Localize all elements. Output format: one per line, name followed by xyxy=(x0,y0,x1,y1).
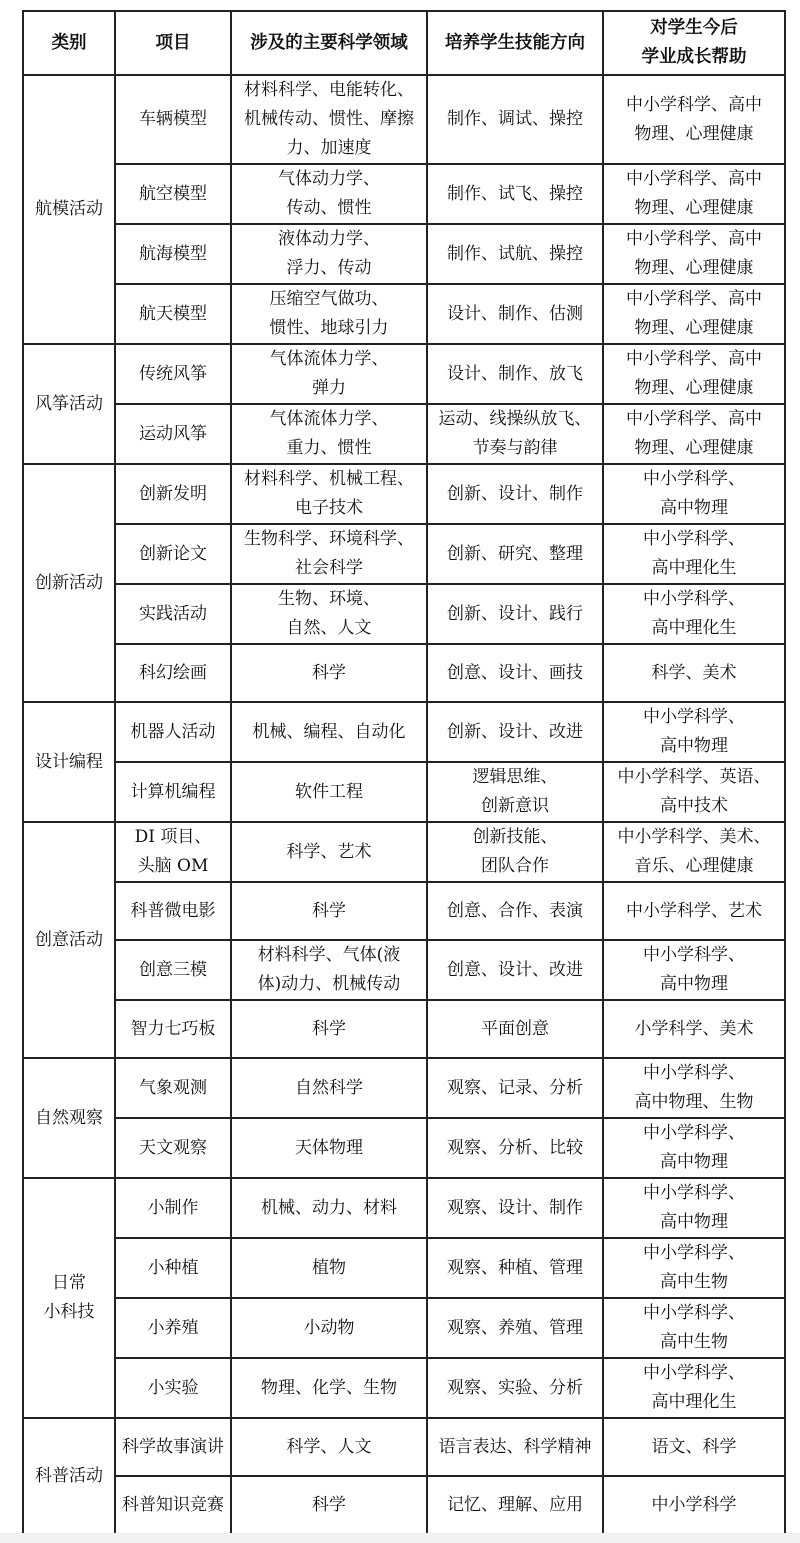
fields-cell xyxy=(231,882,427,940)
project-cell xyxy=(115,224,231,284)
help-cell-line: 高中技术 xyxy=(660,796,728,816)
table-row xyxy=(23,75,785,164)
category-cell xyxy=(23,822,115,1058)
help-cell-line: 语文、科学 xyxy=(651,1436,737,1457)
help-cell-line: 中小学科学、 xyxy=(643,1183,745,1203)
skills-cell xyxy=(427,224,603,284)
help-cell-line: 中小学科学 xyxy=(651,1494,737,1515)
project-cell-line: 小实验 xyxy=(147,1377,199,1398)
skills-cell-line: 创意、设计、改进 xyxy=(447,959,583,980)
fields-cell-line: 软件工程 xyxy=(295,781,363,802)
help-cell-line: 中小学科学、高中 xyxy=(626,349,762,369)
category-cell xyxy=(23,464,115,702)
help-cell-line: 中小学科学、高中 xyxy=(626,94,762,115)
fields-cell-line: 体)动力、机械传动 xyxy=(257,974,401,994)
table-row xyxy=(23,1298,785,1358)
project-cell-line: 计算机编程 xyxy=(130,781,216,802)
help-cell xyxy=(603,164,785,224)
help-cell-line: 高中生物 xyxy=(660,1272,728,1292)
help-cell-line: 物理、心理健康 xyxy=(634,123,754,144)
fields-cell-line: 自然、人文 xyxy=(286,618,372,638)
skills-cell xyxy=(427,702,603,762)
fields-cell xyxy=(231,1238,427,1298)
fields-cell-line: 弹力 xyxy=(312,378,346,398)
header-category: 类别 xyxy=(23,11,115,75)
fields-cell-line: 生物、环境、 xyxy=(278,589,380,609)
project-cell-line: 运动风筝 xyxy=(139,423,207,444)
skills-cell xyxy=(427,1178,603,1238)
header-project: 项目 xyxy=(115,11,231,75)
fields-cell xyxy=(231,584,427,644)
header-help xyxy=(603,11,785,75)
help-cell-line: 中小学科学、高中 xyxy=(626,229,762,249)
project-cell-line: 小制作 xyxy=(147,1197,199,1218)
help-cell xyxy=(603,1298,785,1358)
fields-cell xyxy=(231,1298,427,1358)
help-cell-line: 物理、心理健康 xyxy=(634,318,754,338)
fields-cell-line: 压缩空气做功、 xyxy=(269,289,389,309)
help-cell xyxy=(603,1058,785,1118)
skills-cell-line: 创意、合作、表演 xyxy=(447,900,583,921)
table-row xyxy=(23,1238,785,1298)
table-row xyxy=(23,404,785,464)
fields-cell xyxy=(231,1418,427,1476)
project-cell-line: 科普微电影 xyxy=(130,900,216,921)
skills-cell-line: 观察、设计、制作 xyxy=(447,1197,583,1218)
help-cell-line: 高中物理 xyxy=(660,1212,728,1232)
help-cell-line: 中小学科学、 xyxy=(643,1363,745,1383)
header-help-line: 学业成长帮助 xyxy=(641,47,747,67)
fields-cell-line: 社会科学 xyxy=(295,558,363,578)
skills-cell-line: 观察、记录、分析 xyxy=(447,1077,583,1098)
fields-cell-line: 机械传动、惯性、摩擦 xyxy=(244,109,414,129)
fields-cell-line: 自然科学 xyxy=(295,1077,363,1098)
project-cell-line: 实践活动 xyxy=(139,603,207,624)
help-cell-line: 中小学科学、 xyxy=(643,1123,745,1143)
skills-cell xyxy=(427,1058,603,1118)
project-cell xyxy=(115,1000,231,1058)
skills-cell-line: 创新、设计、制作 xyxy=(447,483,583,504)
help-cell-line: 中小学科学、高中 xyxy=(626,169,762,189)
skills-cell xyxy=(427,284,603,344)
skills-cell-line: 观察、分析、比较 xyxy=(447,1137,583,1158)
table-row xyxy=(23,344,785,404)
category-cell xyxy=(23,75,115,344)
category-cell-line: 创新活动 xyxy=(35,572,103,593)
help-cell-line: 中小学科学、高中 xyxy=(626,409,762,429)
table-row xyxy=(23,1178,785,1238)
skills-cell xyxy=(427,940,603,1000)
help-cell-line: 中小学科学、 xyxy=(643,707,745,727)
fields-cell-line: 力、加速度 xyxy=(286,138,372,158)
skills-cell xyxy=(427,1298,603,1358)
category-cell-line: 设计编程 xyxy=(35,751,103,772)
help-cell-line: 高中物理 xyxy=(660,974,728,994)
project-cell-line: 创新发明 xyxy=(139,483,207,504)
skills-cell-line: 记忆、理解、应用 xyxy=(447,1494,583,1515)
fields-cell-line: 气体动力学、 xyxy=(278,169,380,189)
skills-cell xyxy=(427,75,603,164)
table-row xyxy=(23,762,785,822)
help-cell-line: 高中理化生 xyxy=(651,558,737,578)
skills-cell xyxy=(427,1118,603,1178)
category-cell xyxy=(23,1058,115,1178)
fields-cell-line: 机械、动力、材料 xyxy=(261,1197,397,1218)
category-cell xyxy=(23,1178,115,1418)
fields-cell xyxy=(231,940,427,1000)
fields-cell-line: 气体流体力学、 xyxy=(269,409,389,429)
fields-cell-line: 物理、化学、生物 xyxy=(261,1377,397,1398)
fields-cell xyxy=(231,1000,427,1058)
table-row xyxy=(23,1118,785,1178)
table-row xyxy=(23,284,785,344)
skills-cell-line: 创新、设计、改进 xyxy=(447,721,583,742)
help-cell-line: 中小学科学、英语、 xyxy=(617,767,771,787)
skills-cell xyxy=(427,822,603,882)
help-cell xyxy=(603,1476,785,1534)
fields-cell-line: 科学、人文 xyxy=(286,1436,372,1457)
project-cell xyxy=(115,1058,231,1118)
help-cell xyxy=(603,344,785,404)
project-cell-line: 天文观察 xyxy=(139,1137,207,1158)
category-cell xyxy=(23,344,115,464)
fields-cell xyxy=(231,702,427,762)
help-cell xyxy=(603,644,785,702)
project-cell-line: 科普知识竞赛 xyxy=(122,1494,224,1515)
skills-cell xyxy=(427,344,603,404)
table-row xyxy=(23,702,785,762)
help-cell-line: 物理、心理健康 xyxy=(634,378,754,398)
project-cell xyxy=(115,702,231,762)
category-cell-line: 日常 xyxy=(52,1273,86,1293)
project-cell xyxy=(115,1358,231,1418)
skills-cell-line: 观察、实验、分析 xyxy=(447,1377,583,1398)
skills-cell-line: 运动、线操纵放飞、 xyxy=(438,409,592,429)
help-cell xyxy=(603,822,785,882)
help-cell-line: 中小学科学、艺术 xyxy=(626,900,762,921)
skills-cell-line: 创意、设计、画技 xyxy=(447,662,583,683)
fields-cell xyxy=(231,75,427,164)
fields-cell-line: 科学 xyxy=(312,1018,346,1039)
help-cell xyxy=(603,702,785,762)
project-cell-line: 气象观测 xyxy=(139,1077,207,1098)
category-cell-line: 自然观察 xyxy=(35,1107,103,1128)
fields-cell-line: 重力、惯性 xyxy=(286,438,372,458)
project-cell xyxy=(115,464,231,524)
help-cell-line: 高中理化生 xyxy=(651,618,737,638)
table-row xyxy=(23,1476,785,1534)
category-cell-line: 创意活动 xyxy=(35,929,103,950)
project-cell-line: 创意三模 xyxy=(139,959,207,980)
category-cell-line: 风筝活动 xyxy=(35,393,103,414)
help-cell xyxy=(603,75,785,164)
help-cell xyxy=(603,224,785,284)
project-cell xyxy=(115,75,231,164)
category-cell-line: 航模活动 xyxy=(35,199,103,219)
project-cell-line: DI 项目、 xyxy=(134,827,212,847)
skills-cell xyxy=(427,584,603,644)
skills-cell-line: 制作、调试、操控 xyxy=(447,109,583,129)
category-cell-line: 小科技 xyxy=(43,1302,95,1322)
fields-cell-line: 生物科学、环境科学、 xyxy=(244,529,414,549)
skills-cell xyxy=(427,1418,603,1476)
table-row xyxy=(23,644,785,702)
project-cell-line: 航天模型 xyxy=(139,303,207,324)
help-cell-line: 中小学科学、 xyxy=(643,1303,745,1323)
help-cell xyxy=(603,1238,785,1298)
help-cell-line: 高中物理、生物 xyxy=(634,1092,754,1112)
fields-cell-line: 材料科学、气体(液 xyxy=(257,945,401,965)
skills-cell-line: 创新、研究、整理 xyxy=(447,543,583,564)
project-cell xyxy=(115,1418,231,1476)
fields-cell-line: 传动、惯性 xyxy=(286,198,372,218)
skills-cell-line: 逻辑思维、 xyxy=(472,767,558,787)
table-row xyxy=(23,1358,785,1418)
table-row xyxy=(23,584,785,644)
category-cell xyxy=(23,702,115,822)
skills-cell-line: 节奏与韵律 xyxy=(472,438,558,458)
table-row xyxy=(23,164,785,224)
fields-cell xyxy=(231,1476,427,1534)
project-cell-line: 航海模型 xyxy=(139,243,207,264)
header-help-line: 对学生今后 xyxy=(650,18,738,38)
project-cell-line: 智力七巧板 xyxy=(130,1018,216,1039)
project-cell-line: 传统风筝 xyxy=(139,363,207,384)
skills-cell-line: 语言表达、科学精神 xyxy=(438,1436,592,1457)
skills-cell-line: 团队合作 xyxy=(481,856,549,876)
help-cell-line: 中小学科学、 xyxy=(643,1243,745,1263)
header-row xyxy=(23,11,785,75)
skills-cell-line: 观察、种植、管理 xyxy=(447,1257,583,1278)
project-cell xyxy=(115,1178,231,1238)
help-cell xyxy=(603,464,785,524)
skills-cell xyxy=(427,164,603,224)
fields-cell xyxy=(231,1358,427,1418)
fields-cell-line: 科学、艺术 xyxy=(286,841,372,862)
skills-cell-line: 创新、设计、践行 xyxy=(447,603,583,624)
skills-cell xyxy=(427,404,603,464)
fields-cell-line: 天体物理 xyxy=(295,1137,363,1158)
fields-cell xyxy=(231,644,427,702)
project-cell-line: 小种植 xyxy=(147,1257,199,1278)
fields-cell xyxy=(231,822,427,882)
table-header xyxy=(23,11,785,75)
fields-cell xyxy=(231,404,427,464)
category-cell-line: 科普活动 xyxy=(35,1465,103,1486)
help-cell xyxy=(603,524,785,584)
help-cell xyxy=(603,1358,785,1418)
help-cell xyxy=(603,284,785,344)
fields-cell xyxy=(231,284,427,344)
help-cell xyxy=(603,940,785,1000)
fields-cell-line: 材料科学、电能转化、 xyxy=(244,80,414,100)
table-row xyxy=(23,940,785,1000)
help-cell xyxy=(603,1000,785,1058)
project-cell-line: 头脑 OM xyxy=(137,856,209,876)
fields-cell-line: 科学 xyxy=(312,900,346,921)
project-cell xyxy=(115,822,231,882)
fields-cell-line: 液体动力学、 xyxy=(278,229,380,249)
help-cell-line: 物理、心理健康 xyxy=(634,438,754,458)
help-cell-line: 高中生物 xyxy=(660,1332,728,1352)
skills-cell-line: 设计、制作、放飞 xyxy=(447,363,583,384)
fields-cell-line: 机械、编程、自动化 xyxy=(252,721,406,742)
skills-cell xyxy=(427,1000,603,1058)
project-cell-line: 车辆模型 xyxy=(139,109,207,129)
project-cell-line: 创新论文 xyxy=(139,543,207,564)
project-cell xyxy=(115,404,231,464)
skills-cell xyxy=(427,524,603,584)
table-row xyxy=(23,882,785,940)
header-skills: 培养学生技能方向 xyxy=(427,11,603,75)
fields-cell xyxy=(231,762,427,822)
help-cell xyxy=(603,584,785,644)
fields-cell-line: 电子技术 xyxy=(295,498,363,518)
help-cell xyxy=(603,882,785,940)
table-row xyxy=(23,464,785,524)
activity-table-container xyxy=(22,10,784,1535)
skills-cell-line: 设计、制作、估测 xyxy=(447,303,583,324)
help-cell-line: 中小学科学、 xyxy=(643,589,745,609)
project-cell-line: 科学故事演讲 xyxy=(122,1436,224,1457)
project-cell xyxy=(115,284,231,344)
project-cell-line: 机器人活动 xyxy=(130,721,216,742)
help-cell xyxy=(603,1178,785,1238)
fields-cell xyxy=(231,1058,427,1118)
table-row xyxy=(23,1418,785,1476)
help-cell-line: 高中理化生 xyxy=(651,1392,737,1412)
skills-cell xyxy=(427,644,603,702)
science-activity-table xyxy=(22,10,786,1535)
skills-cell-line: 观察、养殖、管理 xyxy=(447,1317,583,1338)
skills-cell xyxy=(427,1476,603,1534)
table-row xyxy=(23,524,785,584)
project-cell xyxy=(115,644,231,702)
help-cell-line: 科学、美术 xyxy=(651,662,737,683)
project-cell-line: 科幻绘画 xyxy=(139,662,207,683)
skills-cell xyxy=(427,1358,603,1418)
help-cell-line: 音乐、心理健康 xyxy=(634,856,754,876)
skills-cell-line: 创新技能、 xyxy=(472,827,558,847)
help-cell-line: 中小学科学、 xyxy=(643,469,745,489)
project-cell xyxy=(115,1298,231,1358)
header-fields: 涉及的主要科学领域 xyxy=(231,11,427,75)
table-row xyxy=(23,224,785,284)
fields-cell xyxy=(231,464,427,524)
project-cell xyxy=(115,164,231,224)
skills-cell-line: 制作、试航、操控 xyxy=(447,243,583,264)
fields-cell xyxy=(231,344,427,404)
category-cell xyxy=(23,1418,115,1534)
project-cell xyxy=(115,882,231,940)
help-cell-line: 高中物理 xyxy=(660,498,728,518)
fields-cell xyxy=(231,524,427,584)
fields-cell-line: 浮力、传动 xyxy=(286,258,372,278)
project-cell xyxy=(115,762,231,822)
help-cell-line: 中小学科学、 xyxy=(643,529,745,549)
project-cell-line: 小养殖 xyxy=(147,1317,199,1338)
project-cell xyxy=(115,1238,231,1298)
fields-cell xyxy=(231,1178,427,1238)
fields-cell xyxy=(231,1118,427,1178)
fields-cell-line: 惯性、地球引力 xyxy=(269,318,389,338)
help-cell-line: 高中物理 xyxy=(660,1152,728,1172)
help-cell xyxy=(603,762,785,822)
help-cell-line: 物理、心理健康 xyxy=(634,258,754,278)
fields-cell-line: 材料科学、机械工程、 xyxy=(244,469,414,489)
table-body xyxy=(23,75,785,1534)
project-cell xyxy=(115,584,231,644)
skills-cell-line: 创新意识 xyxy=(481,796,549,816)
skills-cell xyxy=(427,762,603,822)
project-cell xyxy=(115,940,231,1000)
help-cell xyxy=(603,404,785,464)
project-cell xyxy=(115,524,231,584)
bottom-margin-strip xyxy=(0,1533,800,1543)
project-cell xyxy=(115,1118,231,1178)
skills-cell xyxy=(427,1238,603,1298)
table-row xyxy=(23,822,785,882)
help-cell-line: 中小学科学、 xyxy=(643,1063,745,1083)
fields-cell-line: 科学 xyxy=(312,662,346,683)
help-cell-line: 中小学科学、 xyxy=(643,945,745,965)
skills-cell-line: 制作、试飞、操控 xyxy=(447,183,583,204)
fields-cell-line: 小动物 xyxy=(303,1317,355,1338)
help-cell-line: 高中物理 xyxy=(660,736,728,756)
table-row xyxy=(23,1000,785,1058)
table-row xyxy=(23,1058,785,1118)
skills-cell xyxy=(427,464,603,524)
help-cell-line: 中小学科学、高中 xyxy=(626,289,762,309)
fields-cell-line: 科学 xyxy=(312,1494,346,1515)
fields-cell-line: 气体流体力学、 xyxy=(269,349,389,369)
skills-cell xyxy=(427,882,603,940)
fields-cell-line: 植物 xyxy=(312,1257,346,1278)
help-cell-line: 中小学科学、美术、 xyxy=(617,827,771,847)
fields-cell xyxy=(231,224,427,284)
project-cell xyxy=(115,1476,231,1534)
skills-cell-line: 平面创意 xyxy=(481,1018,549,1039)
project-cell xyxy=(115,344,231,404)
help-cell-line: 小学科学、美术 xyxy=(634,1018,754,1039)
help-cell xyxy=(603,1418,785,1476)
help-cell-line: 物理、心理健康 xyxy=(634,198,754,218)
fields-cell xyxy=(231,164,427,224)
project-cell-line: 航空模型 xyxy=(139,183,207,204)
help-cell xyxy=(603,1118,785,1178)
